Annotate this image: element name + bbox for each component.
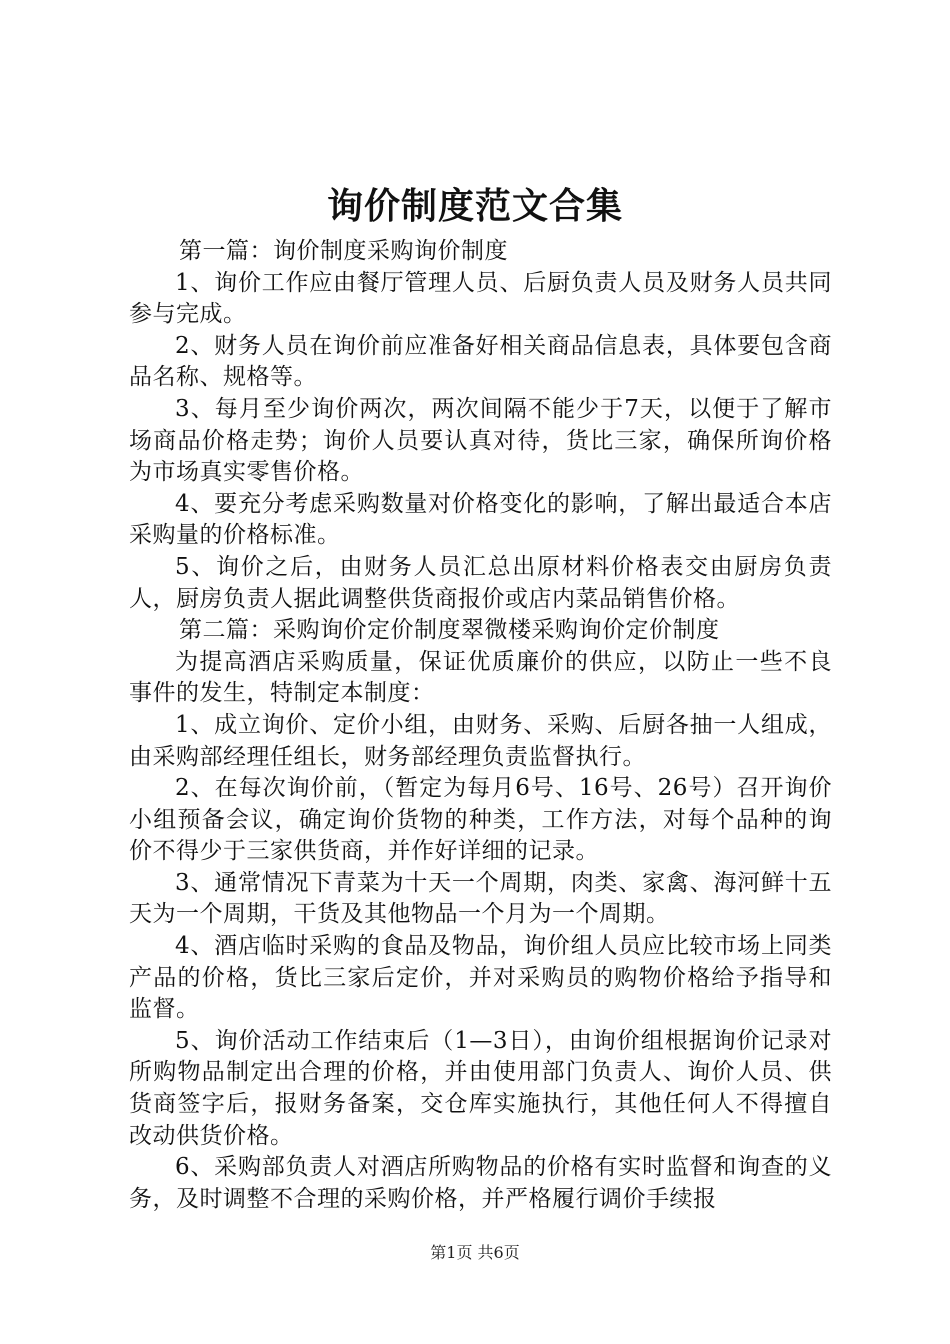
- paragraph: 2、财务人员在询价前应准备好相关商品信息表，具体要包含商品名称、规格等。: [129, 332, 832, 391]
- section-heading-2: 第二篇：采购询价定价制度翠微楼采购询价定价制度: [179, 617, 720, 644]
- document-body: [129, 236, 832, 1215]
- paragraph: 3、通常情况下青菜为十天一个周期，肉类、家禽、海河鲜十五天为一个周期，干货及其他物品一个月为一个周期。: [129, 869, 832, 928]
- paragraph: 为提高酒店采购质量，保证优质廉价的供应，以防止一些不良事件的发生，特制定本制度：: [129, 648, 832, 707]
- paragraph: 3、每月至少询价两次，两次间隔不能少于7天，以便于了解市场商品价格走势；询价人员要认真对待，货比三家，确保所询价格为市场真实零售价格。: [129, 395, 832, 486]
- document-title: 询价制度范文合集: [326, 186, 623, 227]
- paragraph: 6、采购部负责人对酒店所购物品的价格有实时监督和询查的义务，及时调整不合理的采购价格，并严格履行调价手续报: [129, 1154, 832, 1212]
- paragraph: 1、成立询价、定价小组，由财务、采购、后厨各抽一人组成，由采购部经理任组长，财务部经理负责监督执行。: [129, 711, 832, 770]
- paragraph: 4、酒店临时采购的食品及物品，询价组人员应比较市场上同类产品的价格，货比三家后定价，并对采购员的购物价格给予指导和监督。: [129, 933, 832, 1023]
- paragraph: 5、询价活动工作结束后（1—3日），由询价组根据询价记录对所购物品制定出合理的价格，并由使用部门负责人、询价人员、供货商签字后，报财务备案，交仓库实施执行，其他任何人不得擅自改动供货价格。: [129, 1027, 832, 1149]
- page-footer: 第1页 共6页: [430, 1243, 520, 1262]
- paragraph: 5、询价之后，由财务人员汇总出原材料价格表交由厨房负责人，厨房负责人据此调整供货商报价或店内菜品销售价格。: [129, 553, 832, 612]
- paragraph: 2、在每次询价前，（暂定为每月6号、16号、26号）召开询价小组预备会议，确定询价货物的种类，工作方法，对每个品种的询价不得少于三家供货商，并作好详细的记录。: [129, 775, 832, 865]
- paragraph: 4、要充分考虑采购数量对价格变化的影响，了解出最适合本店采购量的价格标准。: [129, 490, 832, 549]
- paragraph: 1、询价工作应由餐厅管理人员、后厨负责人员及财务人员共同参与完成。: [129, 269, 832, 328]
- section-heading-1: 第一篇：询价制度采购询价制度: [179, 238, 508, 264]
